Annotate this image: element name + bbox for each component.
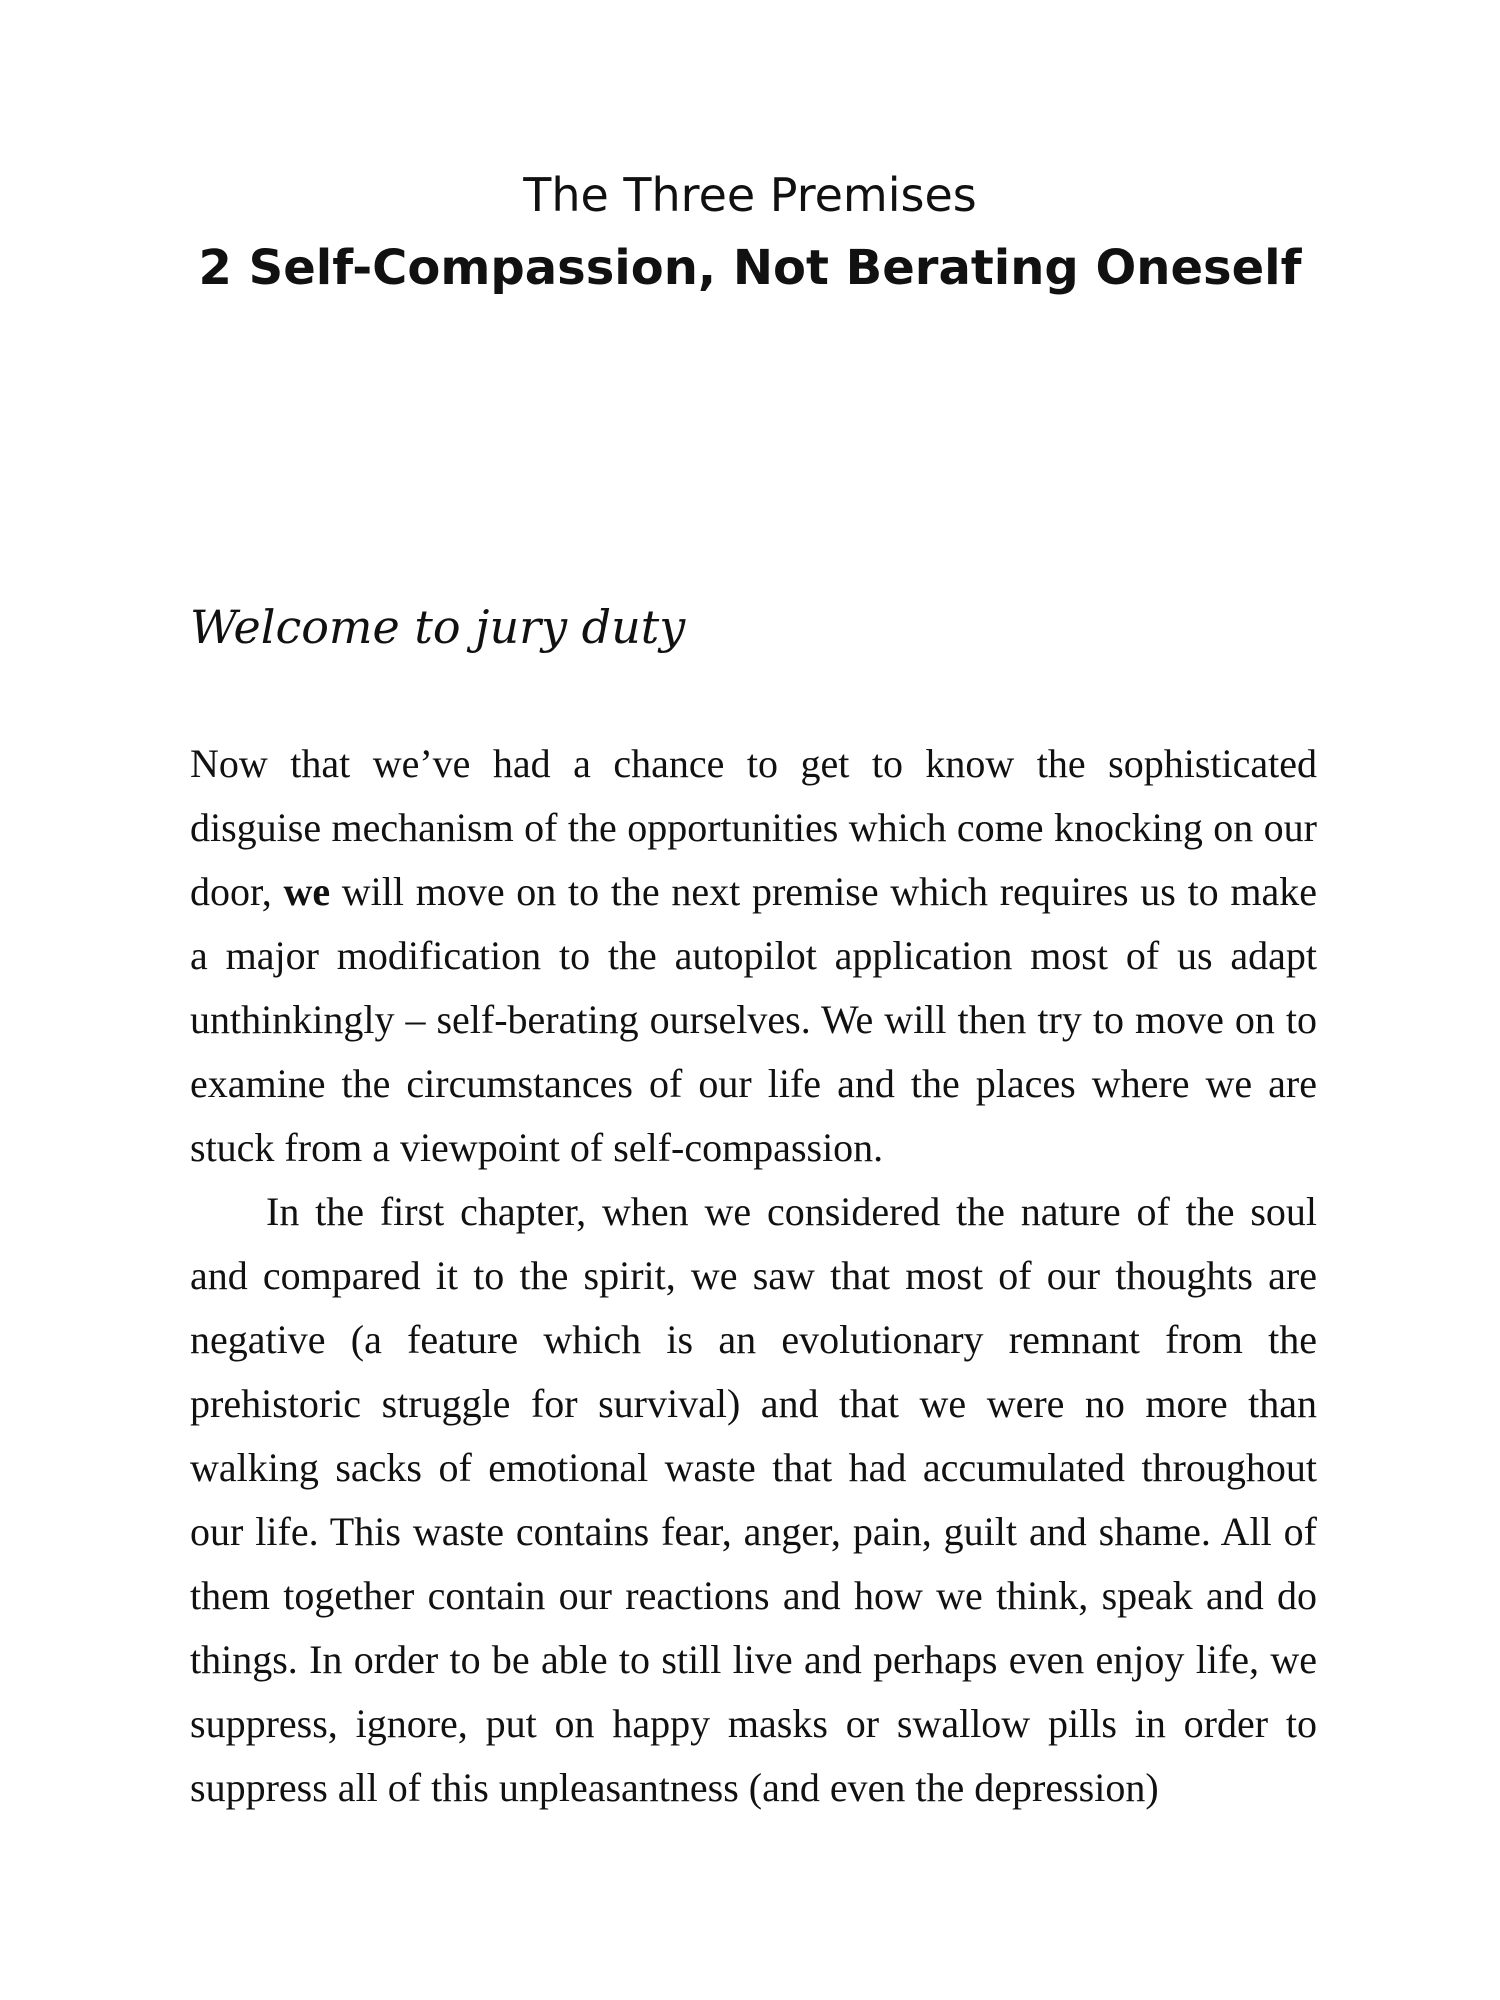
- paragraph-1-text-a: Now that we’ve had a chance to get to know the sophisticated disguise mechanism of the opportunities which come knocking on our door,: [190, 741, 1317, 914]
- chapter-title: 2 Self-Compassion, Not Berating Oneself: [198, 240, 1302, 296]
- paragraph-1: [190, 732, 1317, 1180]
- section-heading: Welcome to jury duty: [190, 600, 686, 654]
- body-text: [190, 732, 1317, 1820]
- paragraph-1-bold-word: we: [283, 869, 331, 914]
- part-title: The Three Premises: [523, 168, 977, 222]
- paragraph-1-text-b: will move on to the next premise which requires us to make a major modification to the autopilot application most of us adapt unthinkingly – self-berating ourselves. We will then try to move on to examine the circumstances of our life and the places where we are stuck from a viewpoint of self-compassion.: [190, 869, 1318, 1170]
- paragraph-2: In the first chapter, when we considered the nature of the soul and compared it to the spirit, we saw that most of our thoughts are negative (a feature which is an evolutionary remnant from the prehistoric struggle for survival) and that we were no more than walking sacks of emotional waste that had accumulated throughout our life. This waste contains fear, anger, pain, guilt and shame. All of them together contain our reactions and how we think, speak and do things. In order to be able to still live and perhaps even enjoy life, we suppress, ignore, put on happy masks or swallow pills in order to suppress all of this unpleasantness (and even the depression): [190, 1189, 1317, 1810]
